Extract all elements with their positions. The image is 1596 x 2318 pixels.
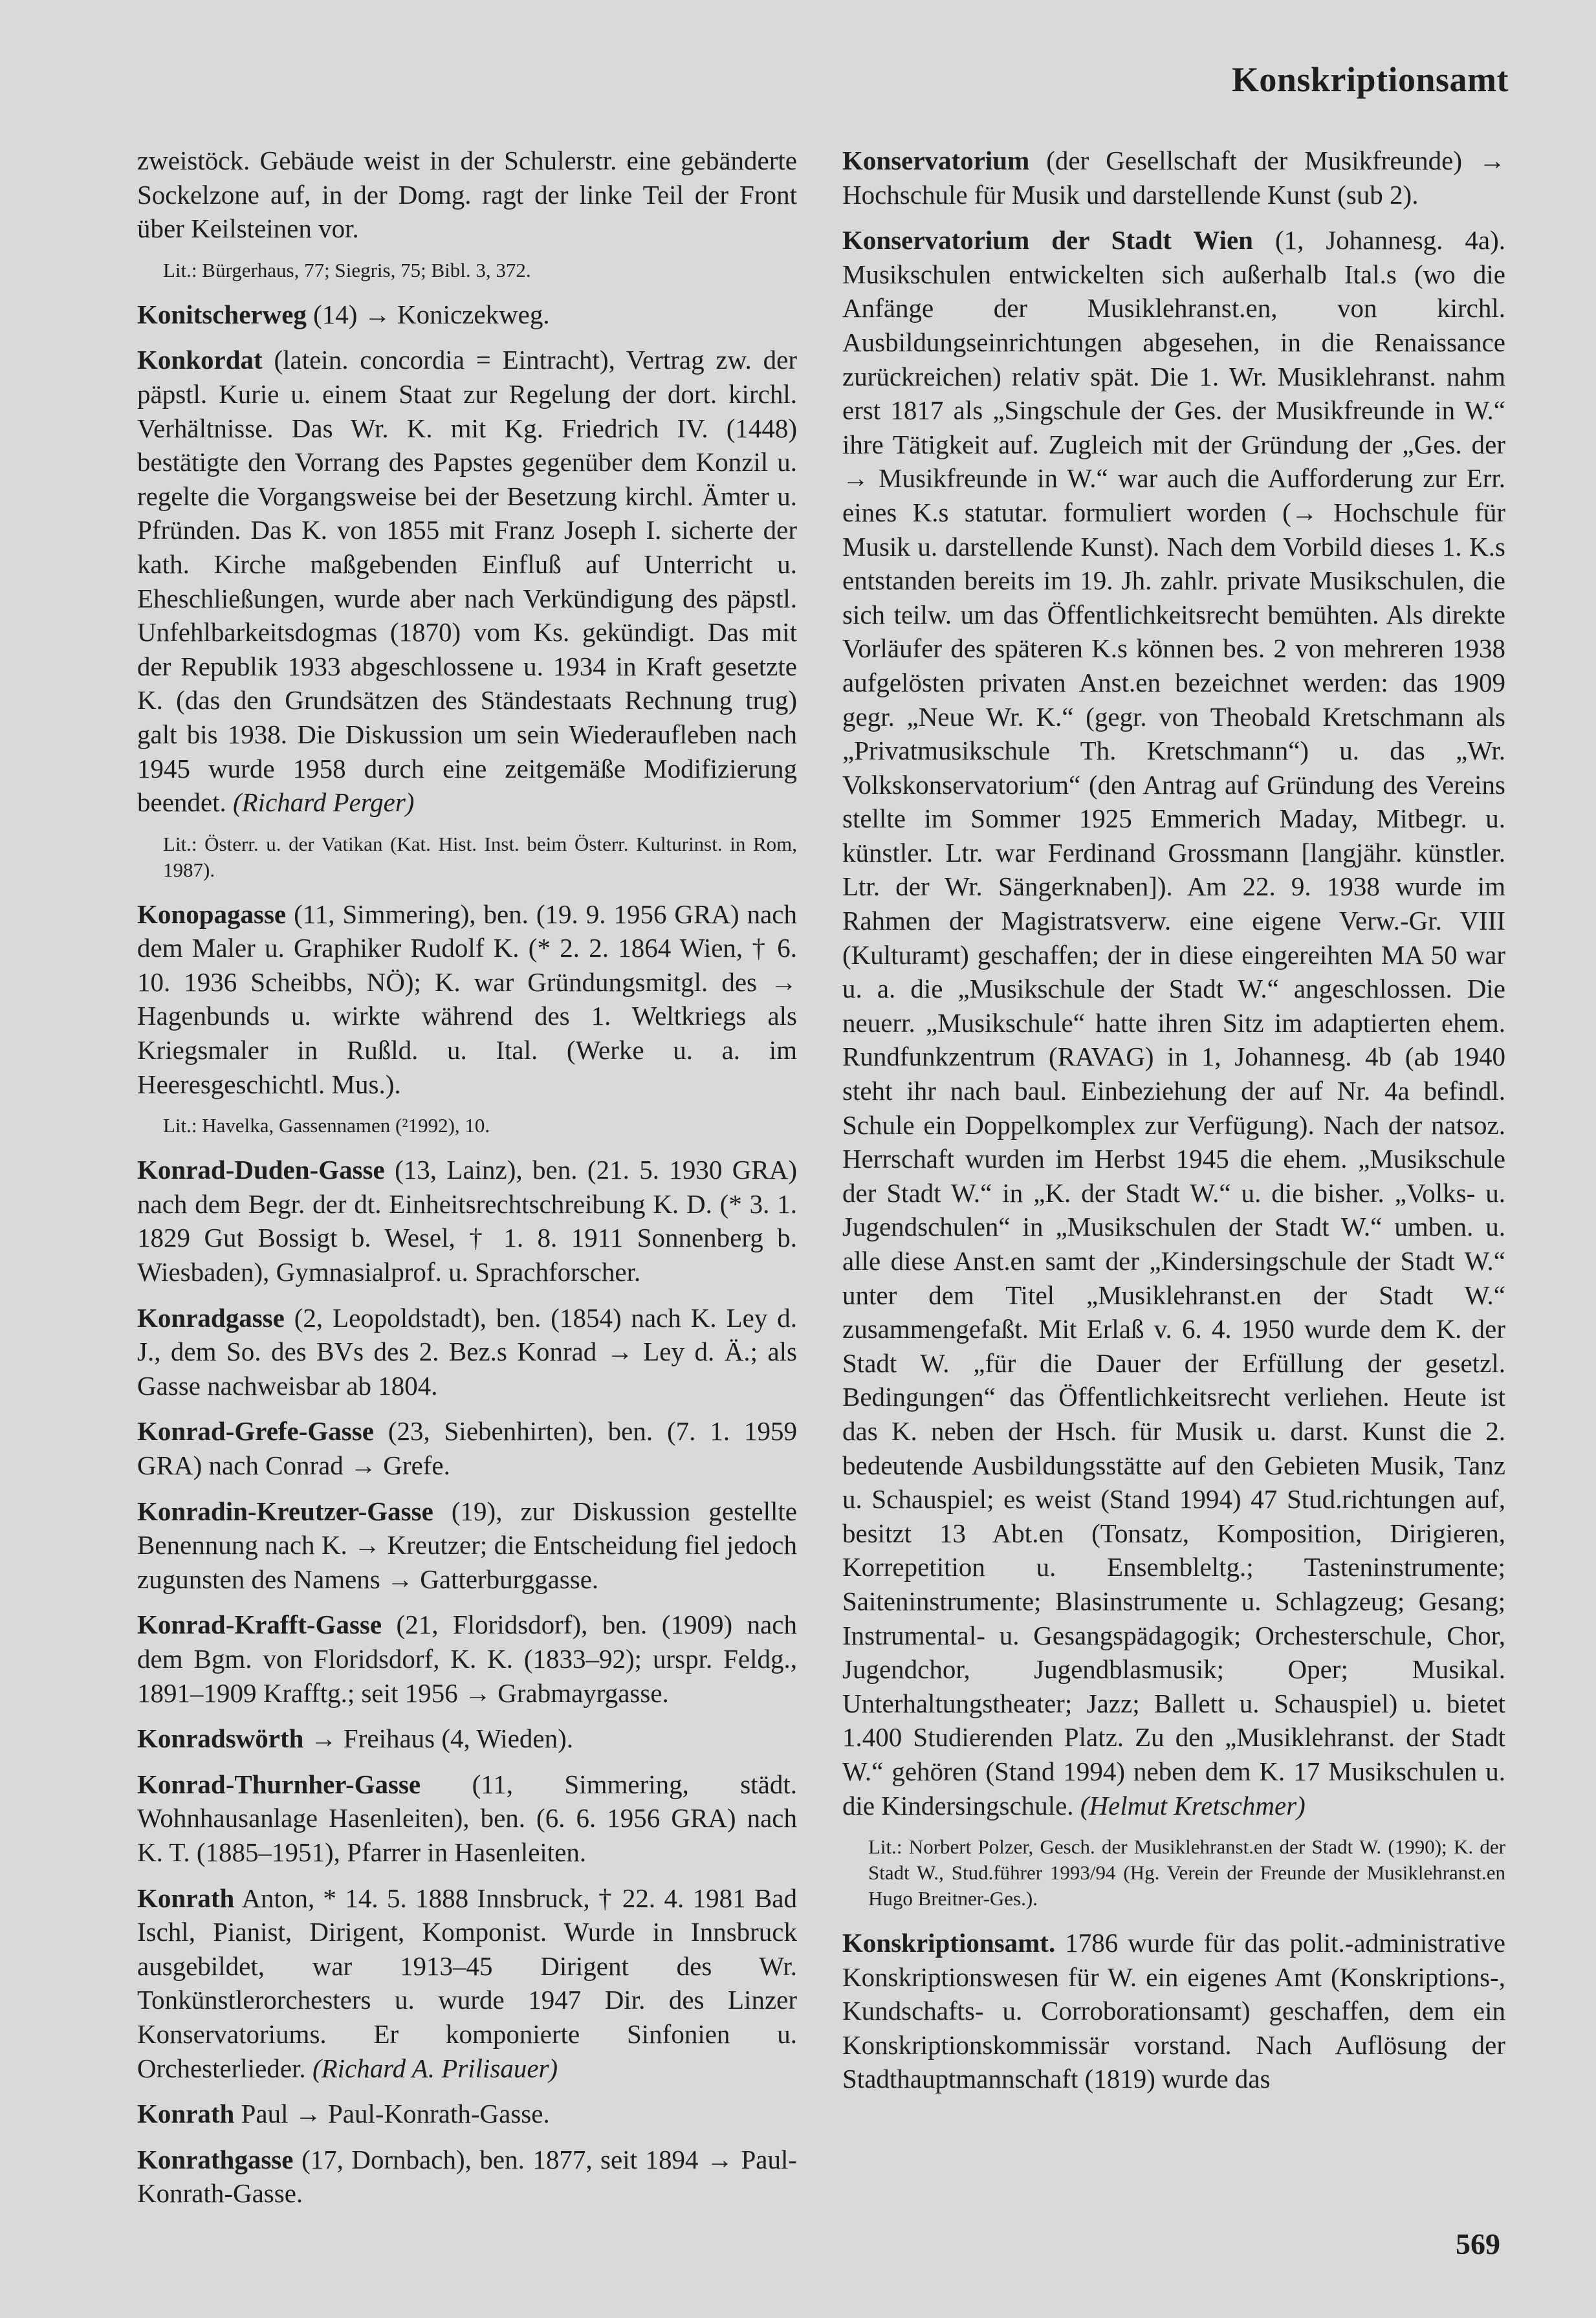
entry-body: Anton, * 14. 5. 1888 Innsbruck, † 22. 4. 1981 Bad Ischl, Pianist, Dirigent, Komponist. Wurde in Innsbruck ausgebildet, war 1913–45 Dirigent des Wr. Tonkünstlerorchesters u. wurde 1947 Dir. des Linzer Konservatoriums. Er komponierte Sinfonien u. Orchesterlieder.	[137, 1883, 797, 2083]
right-column	[842, 144, 1505, 2108]
lexicon-entry	[137, 1414, 797, 1482]
lexicon-entry	[842, 223, 1505, 1822]
entry-headword: Konrathgasse	[137, 2144, 294, 2174]
entry-author: (Richard Perger)	[232, 787, 415, 818]
entry-body: Paul → Paul-Konrath-Gasse.	[234, 2099, 550, 2129]
lexicon-entry	[842, 144, 1505, 212]
left-column	[137, 144, 797, 2222]
lexicon-entry	[137, 298, 797, 332]
entry-body: (17, Dornbach), ben. 1877, seit 1894 → Paul-Konrath-Gasse.	[137, 2144, 797, 2209]
entry-body: (11, Simmering), ben. (19. 9. 1956 GRA) nach dem Maler u. Graphiker Rudolf K. (* 2. 2. 1864 Wien, † 6. 10. 1936 Scheibbs, NÖ); K. war Gründungsmitgl. des → Hagenbunds u. wirkte während des 1. Weltkriegs als Kriegsmaler in Rußld. u. Ital. (Werke u. a. im Heeresgeschichtl. Mus.).	[137, 899, 797, 1099]
entry-headword: Konrath	[137, 1883, 235, 1913]
literature-note: Lit.: Havelka, Gassennamen (²1992), 10.	[163, 1114, 490, 1137]
literature-note: Lit.: Österr. u. der Vatikan (Kat. Hist. Inst. beim Österr. Kulturinst. in Rom, 1987).	[163, 832, 797, 881]
entry-body: (1, Johannesg. 4a). Musikschulen entwickelten sich außerhalb Ital.s (wo die Anfänge der Musiklehranst.en, von kirchl. Ausbildungseinrichtungen abgesehen, in die Renaissance zurückreichen) relativ spät. Die 1. Wr. Musiklehranst. nahm erst 1817 als „Singschule der Ges. der Musikfreunde in W.“ ihre Tätigkeit auf. Zugleich mit der Gründung der „Ges. der → Musikfreunde in W.“ war auch die Aufforderung zur Err. eines K.s statutar. formuliert worden (→ Hochschule für Musik u. darstellende Kunst). Nach dem Vorbild dieses 1. K.s entstanden bereits im 19. Jh. zahlr. private Musikschulen, die sich teilw. um das Öffentlichkeitsrecht bemühten. Als direkte Vorläufer des späteren K.s können bes. 2 von mehreren 1938 aufgelösten privaten Anst.en bezeichnet werden: das 1909 gegr. „Neue Wr. K.“ (gegr. von Theobald Kretschmann als „Privatmusikschule Th. Kretschmann“) u. das „Wr. Volkskonservatorium“ (den Antrag auf Gründung des Vereins stellte im Sommer 1925 Emmerich Maday, Mitbegr. u. künstler. Ltr. war Ferdinand Grossmann [langjähr. künstler. Ltr. der Wr. Sängerknaben]). Am 22. 9. 1938 wurde im Rahmen der Magistratsverw. eine eigene Verw.-Gr. VIII (Kulturamt) geschaffen; der in diese eingereihten MA 50 war u. a. die „Musikschule der Stadt W.“ angeschlossen. Die neuerr. „Musikschule“ hatte ihren Sitz im adaptierten ehem. Rundfunkzentrum (RAVAG) in 1, Johannesg. 4b (ab 1940 steht ihr nach baul. Einbeziehung der auf Nr. 4a befindl. Schule ein Doppelkomplex zur Verfügung). Nach der natsoz. Herrschaft wurden im Herbst 1945 die ehem. „Musikschule der Stadt W.“ in „K. der Stadt W.“ u. die bisher. „Volks- u. Jugendschulen“ in „Musikschulen der Stadt W.“ umben. u. alle diese Anst.en samt der „Kindersingschule der Stadt W.“ unter dem Titel „Musiklehranst.en der Stadt W.“ zusammengefaßt. Mit Erlaß v. 6. 4. 1950 wurde dem K. der Stadt W. „für die Dauer der Erfüllung der gesetzl. Bedingungen“ das Öffentlichkeitsrecht verliehen. Heute ist das K. neben der Hsch. für Musik u. darst. Kunst die 2. bedeutende Ausbildungsstätte auf den Gebieten Musik, Tanz u. Schauspiel; es weist (Stand 1994) 47 Stud.richtungen auf, besitzt 13 Abt.en (Tonsatz, Komposition, Dirigieren, Korrepetition u. Ensembleltg.; Tasteninstrumente; Saiteninstrumente; Blasinstrumente u. Schlagzeug; Gesang; Instrumental- u. Gesangspädagogik; Orchesterschule, Chor, Jugendchor, Jugendblasmusik; Oper; Musikal. Unterhaltungstheater; Jazz; Ballett u. Schauspiel) u. bietet 1.400 Studierenden Platz. Zu den „Musiklehranst. der Stadt W.“ gehören (Stand 1994) neben dem K. 17 Musikschulen u. die Kindersingschule.	[842, 225, 1505, 1821]
entry-headword: Konopagasse	[137, 899, 287, 929]
entry-headword: Konservatorium	[842, 146, 1030, 175]
entry-headword: Konkordat	[137, 345, 263, 375]
entry-author: (Richard A. Prilisauer)	[312, 2053, 558, 2083]
entry-body: 1786 wurde für das polit.-administrative Konskriptionswesen für W. ein eigenes Amt (Konskriptions-, Kundschafts- u. Corroborationsamt) geschaffen, dem ein Konskriptionskommissär vorstand. Nach Auflösung der Stadthauptmannschaft (1819) wurde das	[842, 1928, 1505, 2094]
page-number: 569	[1456, 2227, 1500, 2260]
lexicon-entry	[137, 1767, 797, 1870]
entry-body: (13, Lainz), ben. (21. 5. 1930 GRA) nach dem Begr. der dt. Einheitsrechtschreibung K. D. (* 3. 1. 1829 Gut Bossigt b. Wesel, † 1. 8. 1911 Sonnenberg b. Wiesbaden), Gymnasialprof. u. Sprachforscher.	[137, 1155, 797, 1287]
entry-body: (latein. concordia = Eintracht), Vertrag zw. der päpstl. Kurie u. einem Staat zur Regelung der dort. kirchl. Verhältnisse. Das Wr. K. mit Kg. Friedrich IV. (1448) bestätigte den Vorrang des Papstes gegenüber dem Konzil u. regelte die Vorgangsweise bei der Besetzung kirchl. Ämter u. Pfründen. Das K. von 1855 mit Franz Joseph I. sicherte der kath. Kirche maßgebenden Einfluß auf Unterricht u. Eheschließungen, wurde aber nach Verkündigung des päpstl. Unfehlbarkeitsdogmas (1870) vom Ks. gekündigt. Das mit der Republik 1933 abgeschlossene u. 1934 in Kraft gesetzte K. (das den Grundsätzen des Ständestaats Rechnung trug) galt bis 1938. Die Diskussion um sein Wiederaufleben nach 1945 wurde 1958 durch eine zeitgemäße Modifizierung beendet.	[137, 345, 797, 818]
lexicon-entry	[137, 1153, 797, 1289]
entry-body: (19), zur Diskussion gestellte Benennung nach K. → Kreutzer; die Entscheidung fiel jedoch zugunsten des Namens → Gatterburggasse.	[137, 1496, 797, 1594]
entry-author: (Helmut Kretschmer)	[1080, 1790, 1306, 1821]
entry-headword: Konradin-Kreutzer-Gasse	[137, 1496, 433, 1526]
running-head: Konskriptionsamt	[1231, 60, 1509, 99]
entry-headword: Konradswörth	[137, 1723, 304, 1754]
entry-headword: Konrad-Thurnher-Gasse	[137, 1769, 421, 1799]
entry-headword: Konrad-Grefe-Gasse	[137, 1416, 374, 1447]
lexicon-entry	[137, 2097, 797, 2131]
lexicon-entry	[137, 343, 797, 819]
lexicon-entry	[137, 2143, 797, 2211]
lexicon-entry	[137, 1494, 797, 1597]
lexicon-entry	[137, 1881, 797, 2086]
lexicon-entry	[137, 144, 797, 246]
literature-note: Lit.: Norbert Polzer, Gesch. der Musiklehranst.en der Stadt W. (1990); K. der Stadt W., Stud.führer 1993/94 (Hg. Verein der Freunde der Musiklehranst.en Hugo Breitner-Ges.).	[868, 1835, 1505, 1910]
entry-headword: Konrath	[137, 2099, 235, 2129]
lexicon-entry	[137, 897, 797, 1102]
lexicon-entry	[137, 1301, 797, 1403]
lexicon-entry	[137, 1722, 797, 1756]
lexicon-entry	[842, 1926, 1505, 2096]
lexicon-entry	[137, 1608, 797, 1710]
entry-headword: Konrad-Krafft-Gasse	[137, 1610, 382, 1640]
entry-body: (14) → Koniczekweg.	[306, 299, 550, 329]
entry-headword: Konskriptionsamt.	[842, 1928, 1056, 1958]
entry-body: (2, Leopoldstadt), ben. (1854) nach K. Ley d. J., dem So. des BVs des 2. Bez.s Konrad → Ley d. Ä.; als Gasse nachweisbar ab 1804.	[137, 1302, 797, 1401]
entry-body: (der Gesellschaft der Musikfreunde) → Hochschule für Musik und darstellende Kunst (sub 2).	[842, 146, 1505, 210]
entry-body: → Freihaus (4, Wieden).	[303, 1723, 574, 1754]
entry-headword: Konrad-Duden-Gasse	[137, 1155, 385, 1185]
entry-body: (21, Floridsdorf), ben. (1909) nach dem Bgm. von Floridsdorf, K. K. (1833–92); urspr. Feldg., 1891–1909 Krafftg.; seit 1956 → Grabmayrgasse.	[137, 1610, 797, 1708]
entry-headword: Konradgasse	[137, 1302, 285, 1333]
entry-body: (23, Siebenhirten), ben. (7. 1. 1959 GRA) nach Conrad → Grefe.	[137, 1416, 797, 1480]
entry-headword: Konservatorium der Stadt Wien	[842, 225, 1253, 256]
entry-body: (11, Simmering, städt. Wohnhausanlage Hasenleiten), ben. (6. 6. 1956 GRA) nach K. T. (1885–1951), Pfarrer in Hasenleiten.	[137, 1769, 797, 1867]
entry-body: zweistöck. Gebäude weist in der Schulerstr. eine gebänderte Sockelzone auf, in der Domg. ragt der linke Teil der Front über Keilsteinen vor.	[137, 146, 797, 244]
literature-note: Lit.: Bürgerhaus, 77; Siegris, 75; Bibl. 3, 372.	[163, 258, 531, 281]
entry-headword: Konitscherweg	[137, 299, 307, 329]
